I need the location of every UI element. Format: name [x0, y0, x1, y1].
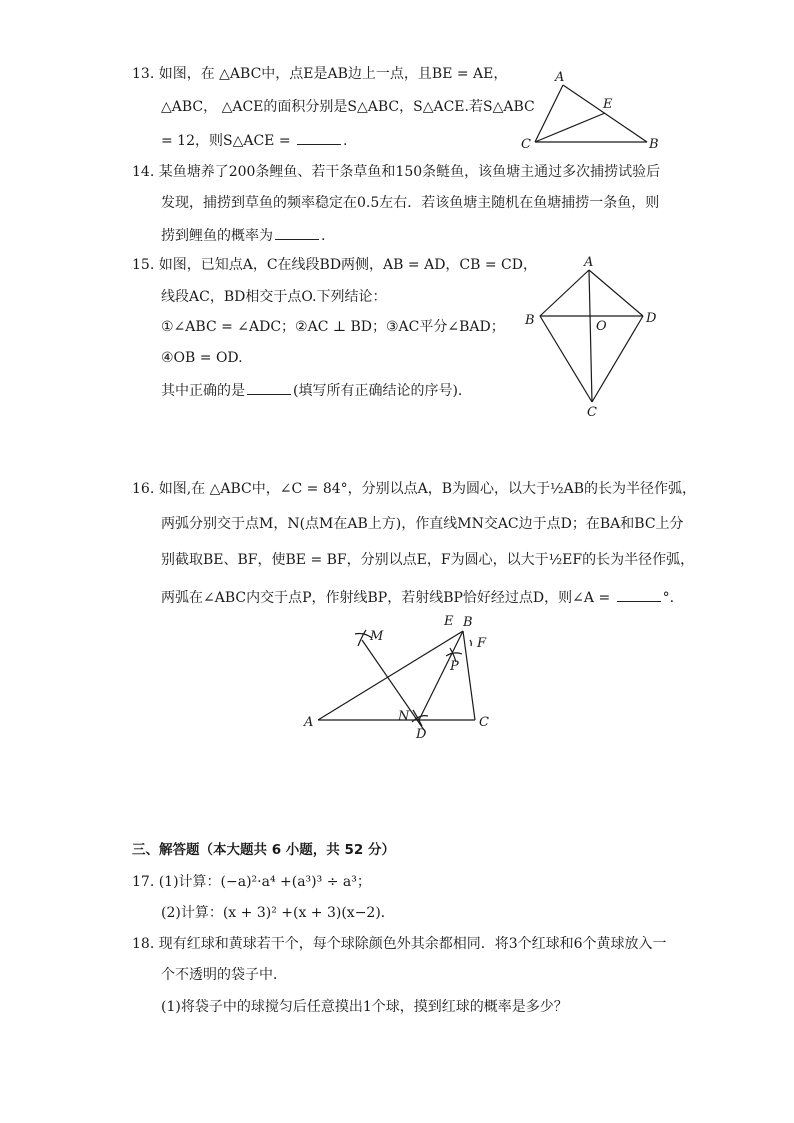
q16-label-n: N [398, 709, 410, 724]
q16-label-a: A [304, 715, 314, 730]
q16-line-4-text: 两弧在∠ABC内交于点P，作射线BP，若射线BP恰好经过点D，则∠A = [161, 590, 615, 606]
q18-line-3: (1)将袋子中的球搅匀后任意摸出1个球，摸到红球的概率是多少？ [161, 999, 568, 1015]
q15-line-3: ①∠ABC = ∠ADC；②AC ⊥ BD；③AC平分∠BAD； [161, 319, 505, 335]
q15-label-b: B [525, 313, 535, 328]
q14-line-3-text: 捞到鲤鱼的概率为 [161, 228, 273, 244]
section-3-heading: 三、解答题（本大题共 6 小题，共 52 分） [132, 842, 395, 858]
q14-line-3-end: . [321, 228, 326, 244]
q15-line-5-end: (填写所有正确结论的序号)． [293, 383, 472, 399]
q13-label-e: E [603, 97, 613, 112]
q13-line-3-text: = 12，则S△ACE = [161, 133, 296, 149]
q16-label-f: F [477, 636, 487, 651]
q16-arc-f [470, 640, 471, 646]
q17-line-2: (2)计算：(x + 3)² +(x + 3)(x−2)． [161, 905, 395, 921]
q16-line-1: 16. 如图,在 △ABC中，∠C = 84°，分别以点A，B为圆心，以大于½AB的长为半径作弧， [132, 481, 697, 497]
q15-line-1: 15. 如图，已知点A，C在线段BD两侧，AB = AD，CB = CD， [132, 257, 537, 273]
q13-label-c: C [521, 137, 531, 152]
q18-line-1: 18. 现有红球和黄球若干个，每个球除颜色外其余都相同．将3个红球和6个黄球放入一 [132, 936, 667, 952]
q16-line-3: 别截取BE、BF，使BE = BF，分别以点E，F为圆心，以大于½EF的长为半径作弧， [161, 552, 695, 568]
q15-line-4: ④OB = OD. [161, 350, 243, 366]
q13-label-b: B [649, 137, 659, 152]
q15-label-o: O [596, 319, 607, 334]
q13-line-2: △ABC， △ACE的面积分别是S△ABC，S△ACE.若S△ABC [161, 99, 535, 115]
q16-label-c: C [479, 715, 489, 730]
q18-line-2: 个不透明的袋子中． [161, 967, 287, 983]
q15-line-2: 线段AC，BD相交于点O.下列结论： [161, 289, 387, 305]
q16-segment-bc [463, 631, 475, 720]
q16-line-4-end: °. [662, 590, 675, 606]
q16-line-2: 两弧分别交于点M，N(点M在AB上方)，作直线MN交AC边于点D；在BA和BC上分 [161, 516, 684, 532]
q15-label-c: C [587, 405, 597, 420]
q15-label-a: A [584, 255, 594, 270]
q13-line-3-end: . [343, 133, 348, 149]
q14-line-1: 14. 某鱼塘养了200条鲤鱼、若干条草鱼和150条鲢鱼，该鱼塘主通过多次捕捞试验后 [132, 164, 661, 180]
q16-line-mn [362, 640, 424, 730]
q14-line-2: 发现，捕捞到草鱼的频率稳定在0.5左右．若该鱼塘主随机在鱼塘捕捞一条鱼，则 [161, 195, 660, 211]
q16-label-d: D [416, 727, 427, 742]
q13-label-a: A [555, 70, 565, 85]
q16-label-m: M [370, 629, 384, 644]
q17-line-1: 17. (1)计算：(−a)²·a⁴ +(a³)³ ÷ a³； [132, 874, 371, 890]
q16-label-p: P [450, 659, 459, 674]
q13-line-1: 13. 如图，在 △ABC中，点E是AB边上一点，且BE = AE， [132, 66, 508, 82]
q15-label-d: D [646, 311, 657, 326]
q16-label-b: B [463, 615, 473, 630]
q15-line-5-text: 其中正确的是 [161, 383, 245, 399]
q16-label-e: E [444, 614, 454, 629]
